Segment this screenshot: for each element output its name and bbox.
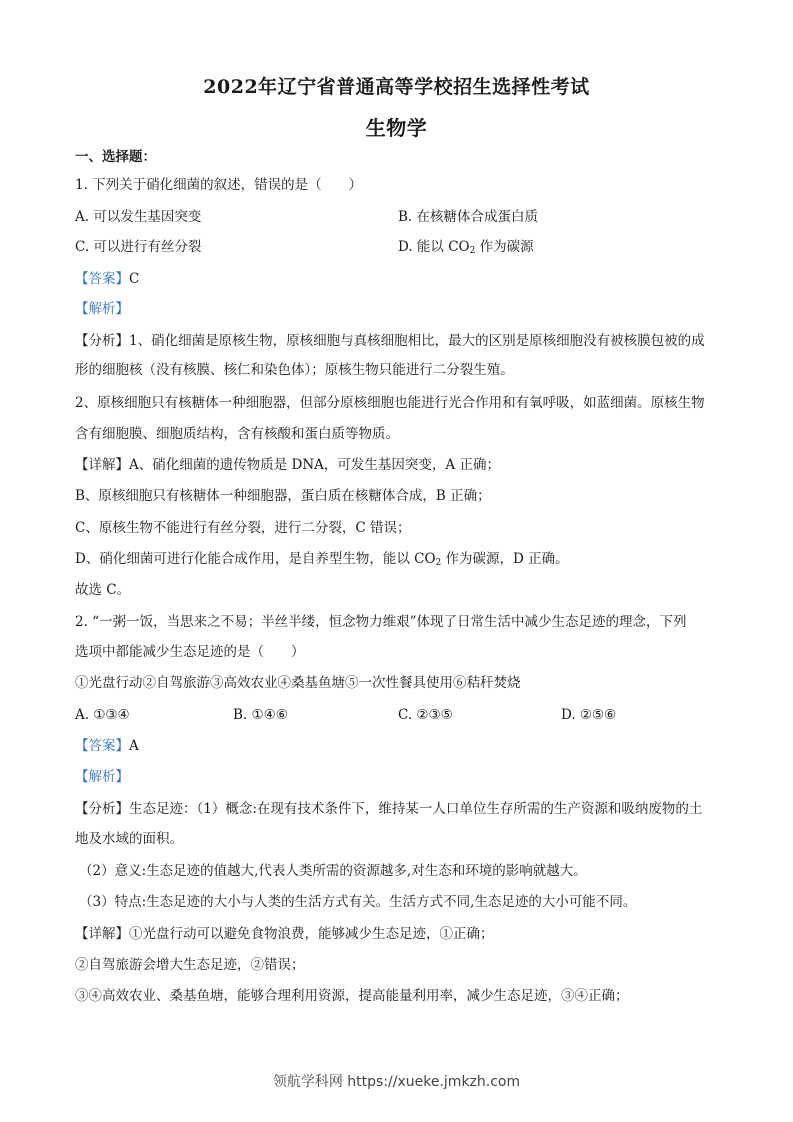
- q1-xiangjie-1: 【详解】A、硝化细菌的遗传物质是 DNA，可发生基因突变，A 正确；: [75, 457, 500, 473]
- q1-option-d: D. 能以 $CO_2$ 作为碳源: [398, 239, 534, 256]
- q2-fenxi-2: 地及水域的面积。: [75, 831, 183, 847]
- q1-conclusion: 故选 C。: [75, 582, 131, 598]
- q1-fenxi-2: 形的细胞核（没有核膜、核仁和染色体）；原核生物只能进行二分裂生殖。: [75, 362, 514, 378]
- q1-xiangjie-2: B、原核细胞只有核糖体一种细胞器，蛋白质在核糖体合成，B 正确；: [75, 488, 491, 504]
- q2-xiangjie-3: ③④高效农业、桑基鱼塘，能够合理利用资源，提高能量利用率，减少生态足迹，③④正确；: [75, 988, 629, 1004]
- q2-analysis-tag: 【解析】: [75, 769, 129, 785]
- q1-xiangjie-4: D、硝化细菌可进行化能合成作用，是自养型生物，能以 $CO_2$ 作为碳源，D 正确。: [75, 551, 569, 568]
- q1-xiangjie-3: C、原核生物不能进行有丝分裂，进行二分裂，C 错误；: [75, 520, 411, 536]
- q2-option-d: D. ②⑤⑥: [561, 707, 617, 723]
- q2-fenxi-4: （3）特点:生态足迹的大小与人类的生活方式有关。生活方式不同,生态足迹的大小可能不同。: [79, 894, 637, 910]
- q2-answer: 【答案】A: [75, 738, 139, 754]
- q2-xiangjie-2: ②自驾旅游会增大生态足迹，②错误；: [75, 957, 305, 973]
- q1-fenxi-1: 【分析】1、硝化细菌是原核生物，原核细胞与真核细胞相比，最大的区别是原核细胞没有被核膜包被的成: [75, 333, 705, 349]
- q2-xiangjie-1: 【详解】①光盘行动可以避免食物浪费，能够减少生态足迹，①正确；: [75, 926, 494, 942]
- q2-fenxi-1: 【分析】生态足迹：（1）概念:在现有技术条件下，维持某一人口单位生存所需的生产资源和吸纳废物的土: [75, 801, 703, 817]
- q1-answer: 【答案】C: [75, 271, 140, 287]
- q2-stem-2: 选项中都能减少生态足迹的是（ ）: [75, 644, 305, 660]
- q1-stem: 1. 下列关于硝化细菌的叙述，错误的是（ ）: [75, 177, 363, 193]
- q2-items: ①光盘行动②自驾旅游③高效农业④桑基鱼塘⑤一次性餐具使用⑥秸秆焚烧: [75, 675, 521, 691]
- q2-option-a: A. ①③④: [75, 707, 130, 723]
- q2-fenxi-3: （2）意义:生态足迹的值越大,代表人类所需的资源越多,对生态和环境的影响就越大。: [79, 863, 587, 879]
- q1-option-c: C. 可以进行有丝分裂: [75, 239, 202, 255]
- answer-tag: 【答案】: [75, 271, 129, 287]
- q2-option-b: B. ①④⑥: [233, 707, 288, 723]
- answer-tag: 【答案】: [75, 738, 129, 754]
- q2-option-c: C. ②③⑤: [398, 707, 453, 723]
- section-heading: 一、选择题：: [75, 149, 156, 165]
- q1-option-a: A. 可以发生基因突变: [75, 209, 202, 225]
- q1-option-b: B. 在核糖体合成蛋白质: [398, 209, 539, 225]
- q1-analysis-tag: 【解析】: [75, 301, 129, 317]
- q1-fenxi-3: 2、原核细胞只有核糖体一种细胞器，但部分原核细胞也能进行光合作用和有氧呼吸，如蓝细菌。原核生物: [75, 395, 705, 411]
- exam-title: 2022年辽宁省普通高等学校招生选择性考试: [203, 76, 590, 98]
- footer-watermark: 领航学科网 https://xueke.jmkzh.com: [272, 1074, 521, 1090]
- q1-fenxi-4: 含有细胞膜、细胞质结构，含有核酸和蛋白质等物质。: [75, 426, 399, 442]
- subject-title: 生物学: [365, 116, 428, 140]
- q2-stem-1: 2. “一粥一饭，当思来之不易；半丝半缕，恒念物力维艰”体现了日常生活中减少生态足迹的理念，下列: [75, 614, 687, 630]
